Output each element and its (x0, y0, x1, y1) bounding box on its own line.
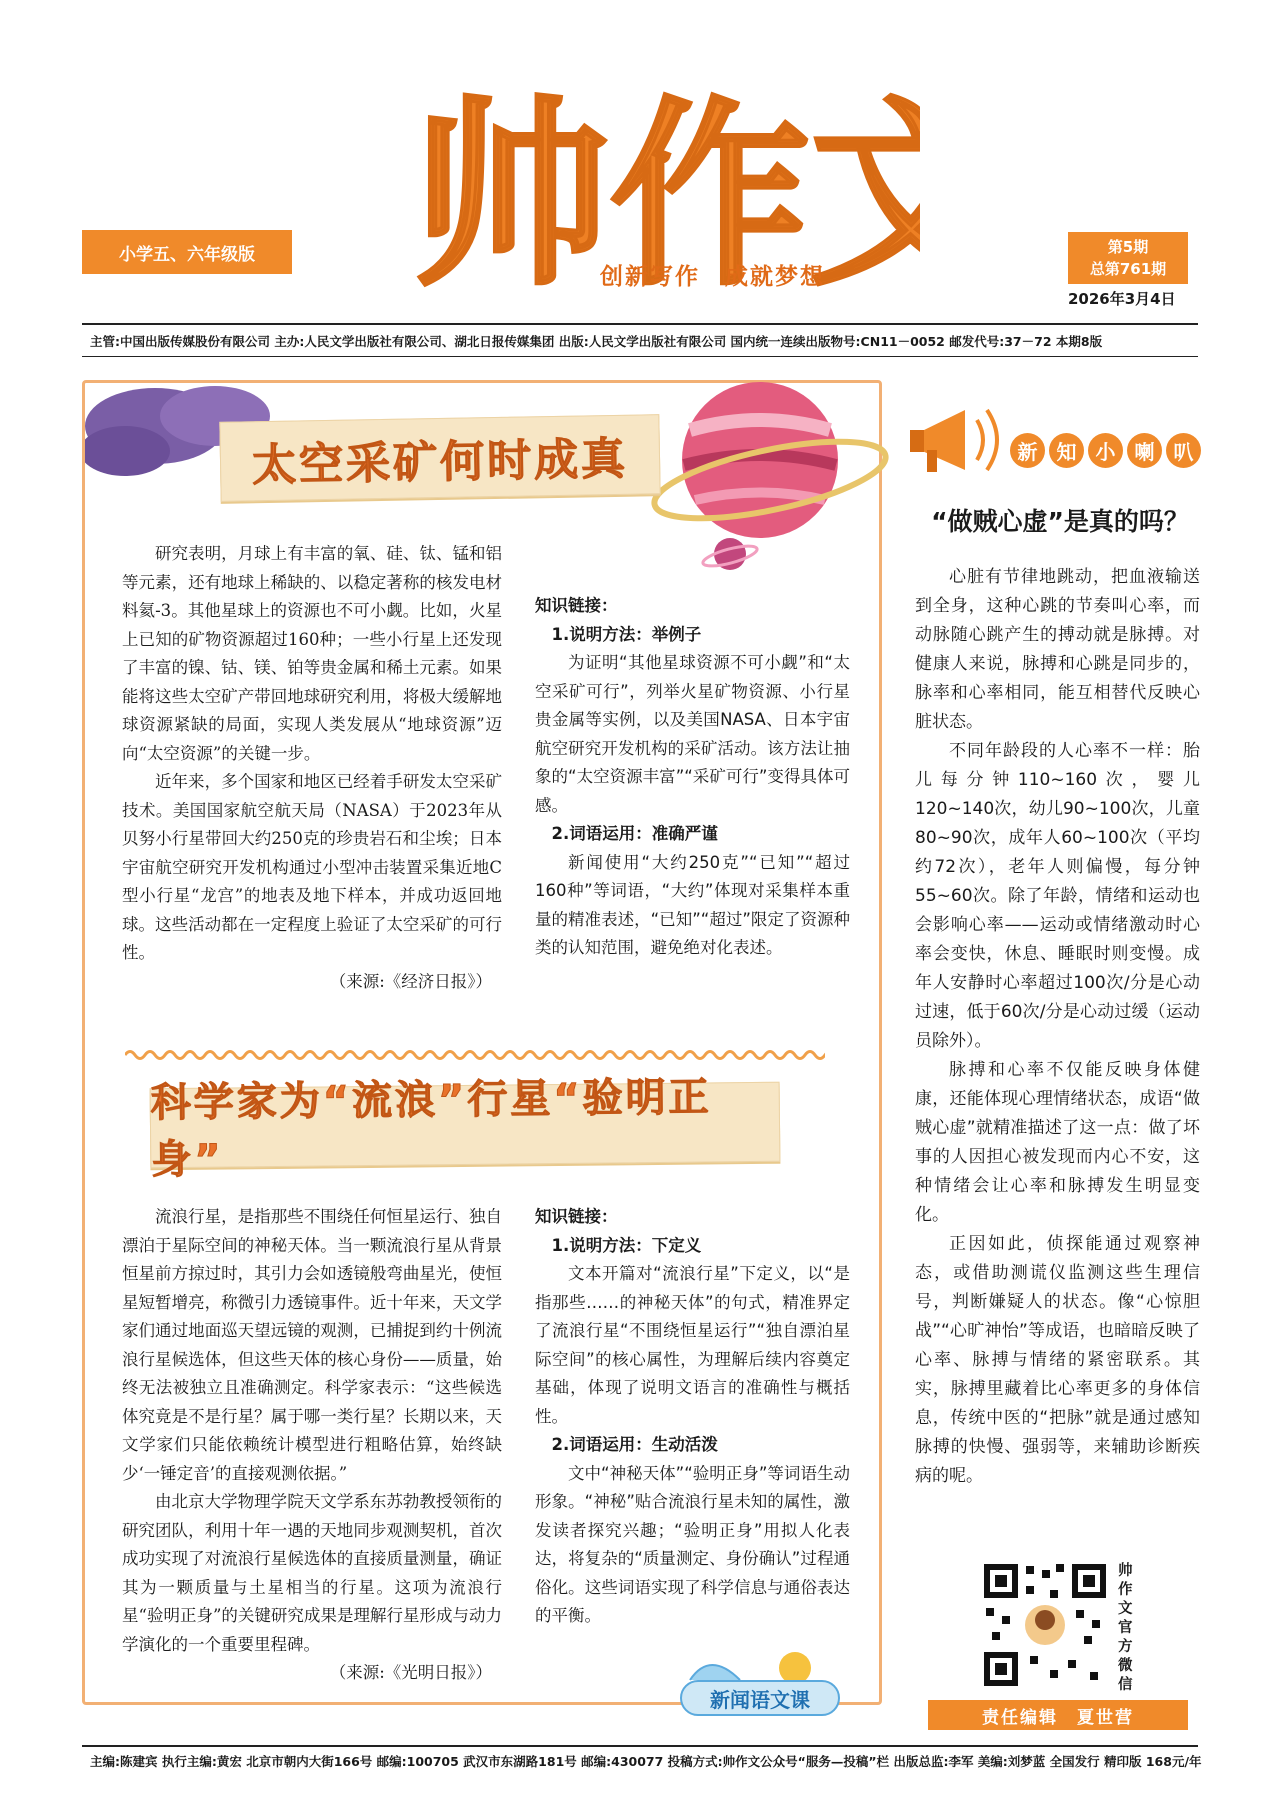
article2-headline-banner (150, 1074, 781, 1184)
qr-code-icon[interactable] (980, 1560, 1110, 1690)
knowledge-item-text: 文本开篇对“流浪行星”下定义，以“是指那些……的神秘天体”的句式，精准界定了流浪行星“不围绕恒星运行”“独自漂泊星际空间”的核心属性，为理解后续内容奠定基础，体现了说明文语言的准确性与概括性。 (535, 1264, 850, 1426)
article1-headline-banner (219, 414, 660, 502)
sidebar-paragraph: 脉搏和心率不仅能反映身体健康，还能体现心理情绪状态，成语“做贼心虚”就精准描述了这一点：做了坏事的人因担心被发现而内心不安，这种情绪会让心率和脉搏发生明显变化。 (915, 1060, 1200, 1225)
knowledge-item-title: 1.说明方法：下定义 (551, 1235, 702, 1255)
column-title-char: 知 (1049, 433, 1084, 468)
sidebar-paragraph: 正因如此，侦探能通过观察神态，或借助测谎仪监测这些生理信号，判断嫌疑人的状态。像“心惊胆战”“心旷神怡”等成语，也暗暗反映了心率、脉搏与情绪的紧密联系。其实，脉搏里藏着比心率更多的身体信息，传统中医的“把脉”就是通过感知脉搏的快慢、强弱等，来辅助诊断疾病的呢。 (915, 1234, 1200, 1486)
knowledge-item-text: 新闻使用“大约250克”“已知”“超过160种”等词语，“大约”体现对采集样本重量的精准表述，“已知”“超过”限定了资源种类的认知范围，避免绝对化表述。 (535, 852, 850, 957)
article1-source: （来源:《经济日报》） (329, 971, 492, 991)
wavy-divider (125, 1048, 825, 1062)
small-planet-icon (700, 530, 760, 578)
edition-badge: 小学五、六年级版 (82, 230, 292, 274)
masthead (0, 0, 1280, 320)
publisher-info: 主管:中国出版传媒股份有限公司 主办:人民文学出版社有限公司、湖北日报传媒集团 出版:人民文学出版社有限公司 国内统一连续出版物号:CN11－0052 邮发代号:37－72 本期8版 (90, 334, 1103, 349)
article2-knowledge (535, 1203, 850, 1631)
article2-source: （来源:《光明日报》） (329, 1663, 492, 1682)
qr-label: 帅作文官方微信 (1118, 1563, 1133, 1693)
knowledge-title: 知识链接： (535, 596, 618, 615)
sidebar-paragraph: 心脏有节律地跳动，把血液输送到全身，这种心跳的节奏叫心率，而动脉随心跳产生的搏动就是脉搏。对健康人来说，脉搏和心跳是同步的，脉率和心率相同，能互相替代反映心脏状态。 (915, 567, 1200, 732)
article2-body (122, 1203, 502, 1688)
column-title-char: 小 (1088, 433, 1123, 468)
logo-text: 帅作文 (410, 78, 920, 300)
column-title-char: 喇 (1127, 433, 1162, 468)
meta-rule (82, 356, 1198, 357)
knowledge-item-text: 文中“神秘天体”“验明正身”等词语生动形象。“神秘”贴合流浪行星未知的属性，激发读者探究兴趣；“验明正身”用拟人化表达，将复杂的“质量测定、身份确认”过程通俗化。这些词语实现了科学信息与通俗表达的平衡。 (535, 1463, 850, 1625)
sidebar-title: “做贼心虚”是真的吗？ (931, 507, 1189, 536)
sidebar-body (915, 563, 1200, 1491)
megaphone-icon (905, 392, 1015, 487)
knowledge-item-title: 2.词语运用：生动活泼 (551, 1435, 718, 1454)
article1-body (122, 540, 502, 996)
column-title-char: 叭 (1166, 433, 1201, 468)
slogan: 创新写作 成就梦想 (600, 264, 825, 290)
issue-number: 第5期 (1107, 238, 1149, 256)
sidebar-paragraph: 不同年龄段的人心率不一样：胎儿每分钟110~160次，婴儿120~140次，幼儿90~100次，儿童80~90次，成年人60~100次（平均约72次），老年人则偏慢，每分钟55~60次。除了年龄，情绪和运动也会影响心率——运动或情绪激动时心率会变快，休息、睡眠时则变慢。成年人安静时心率超过100次/分是心动过速，低于60次/分是心动过缓（运动员除外）。 (915, 741, 1200, 1051)
article1-paragraph: 研究表明，月球上有丰富的氧、硅、钛、锰和铝等元素，还有地球上稀缺的、以稳定著称的核发电材料氦-3。其他星球上的资源也不可小觑。比如，火星上已知的矿物资源超过160种；一些小行星上还发现了丰富的镍、钴、镁、铂等贵金属和稀土元素。如果能将这些太空矿产带回地球研究利用，将极大缓解地球资源紧缺的局面，实现人类发展从“地球资源”迈向“太空资源”的关键一步。 (122, 544, 502, 763)
news-lesson-badge: 新闻语文课 (680, 1680, 840, 1716)
article2-paragraph: 由北京大学物理学院天文学系东苏勃教授领衔的研究团队，利用十年一遇的天地同步观测契机，首次成功实现了对流浪行星候选体的直接质量测量，确证其为一颗质量与土星相当的行星。这项为流浪行星“验明正身”的关键研究成果是理解行星形成与动力学演化的一个重要里程碑。 (122, 1492, 502, 1654)
knowledge-item-text: 为证明“其他星球资源不可小觑”和“太空采矿可行”，列举火星矿物资源、小行星贵金属等实例，以及美国NASA、日本宇宙航空研究开发机构的采矿活动。该方法让抽象的“太空资源丰富”“采矿可行”变得具体可感。 (535, 653, 850, 815)
article2-paragraph: 流浪行星，是指那些不围绕任何恒星运行、独自漂泊于星际空间的神秘天体。当一颗流浪行星从背景恒星前方掠过时，其引力会如透镜般弯曲星光，使恒星短暂增亮，称微引力透镜事件。近十年来，天文学家们通过地面巡天望远镜的观测，已捕捉到约十例流浪行星候选体，但这些天体的核心身份——质量，始终无法被独立且准确测定。科学家表示：“这些候选体究竟是不是行星？属于哪一类行星？长期以来，天文学家们只能依赖统计模型进行粗略估算，始终缺少‘一锤定音’的直接观测依据。” (122, 1207, 502, 1483)
article2-headline: 科学家为“流浪”行星“验明正身” (150, 1074, 712, 1184)
total-issue-number: 总第761期 (1089, 260, 1167, 278)
article1-knowledge (535, 592, 850, 963)
footer-info: 主编:陈建宾 执行主编:黄宏 北京市朝内大街166号 邮编:100705 武汉市东湖路181号 邮编:430077 投稿方式:帅作文公众号“服务—投稿”栏 出版总监:李军 美编:刘梦蓝 全国发行 精印版 168元/年 (90, 1754, 1202, 1769)
knowledge-item-title: 1.说明方法：举例子 (551, 624, 702, 644)
article1-paragraph: 近年来，多个国家和地区已经着手研发太空采矿技术。美国国家航空航天局（NASA）于2023年从贝努小行星带回大约250克的珍贵岩石和尘埃；日本宇宙航空研究开发机构通过小型冲击装置采集近地C型小行星“龙宫”的地表及地下样本，并成功返回地球。这些活动都在一定程度上验证了太空采矿的可行性。 (122, 772, 502, 962)
issue-badge (1068, 232, 1188, 284)
ringed-planet-icon (650, 370, 890, 560)
knowledge-title: 知识链接： (535, 1207, 618, 1226)
column-title-char: 新 (1010, 433, 1045, 468)
top-rule (82, 323, 1198, 325)
knowledge-item-title: 2.词语运用：准确严谨 (551, 824, 718, 843)
editor-credit: 责任编辑 夏世营 (928, 1700, 1188, 1730)
footer-rule (82, 1745, 1198, 1747)
column-title (1010, 433, 1201, 468)
article1-headline: 太空采矿何时成真 (251, 433, 629, 492)
issue-date: 2026年3月4日 (1068, 290, 1176, 308)
